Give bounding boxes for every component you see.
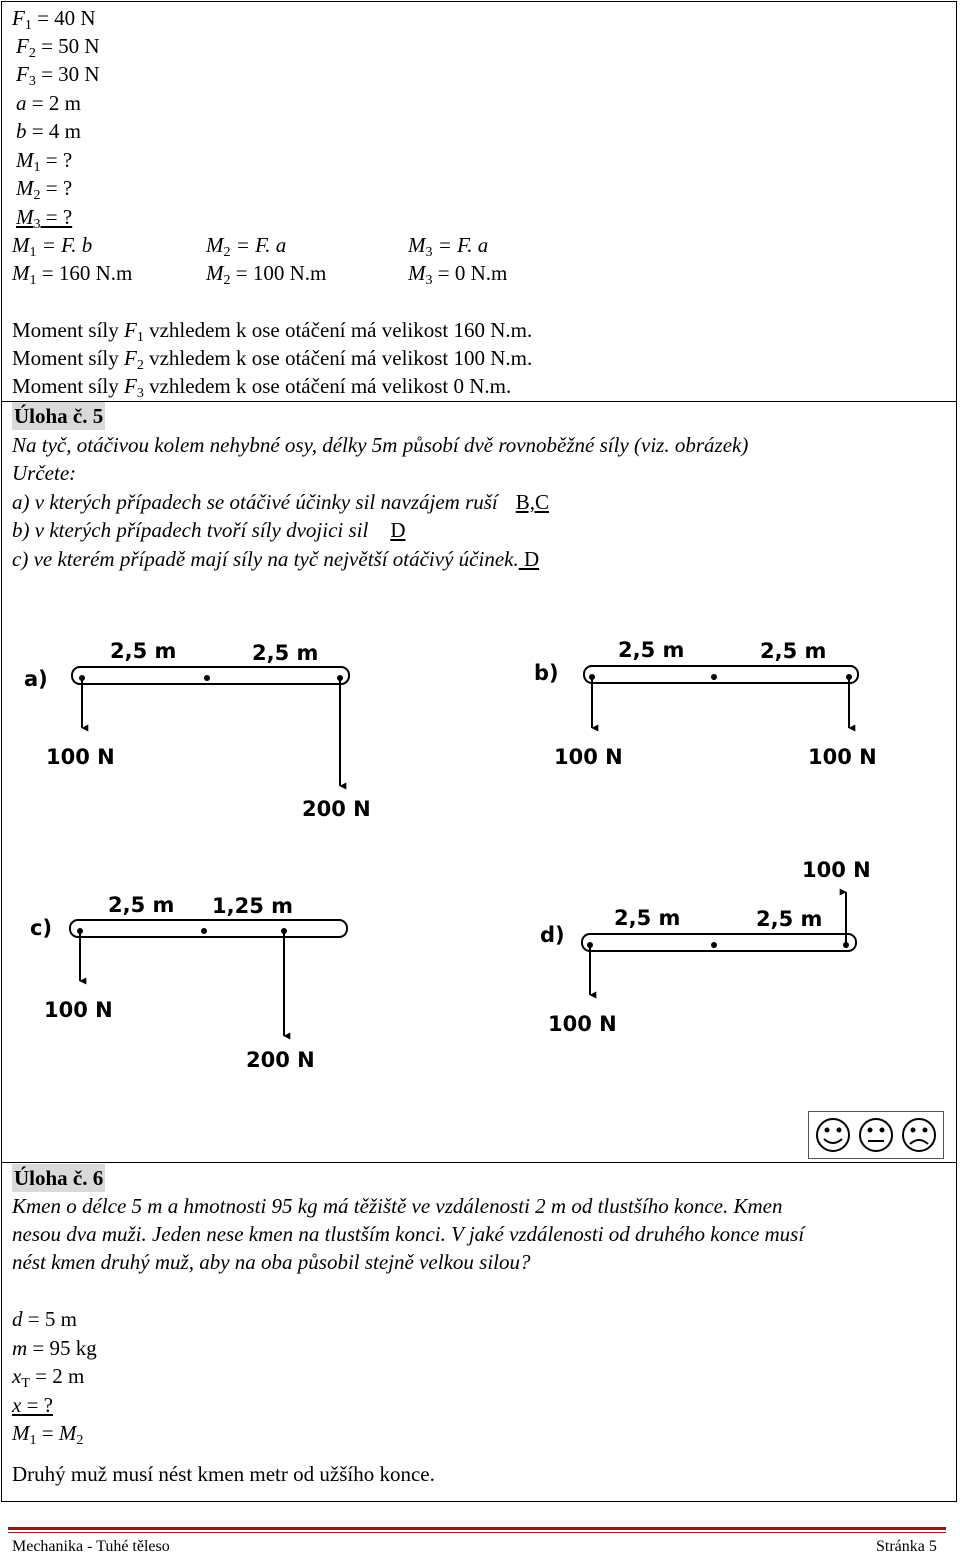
task6-answer: Druhý muž musí nést kmen metr od užšího konce.	[12, 1462, 435, 1486]
sad-face-icon[interactable]	[903, 1119, 935, 1151]
diagram-a-force1: 100 N	[46, 745, 115, 769]
task5-answer-c: D	[518, 547, 540, 571]
diagram-c-dist1: 2,5 m	[108, 893, 175, 917]
happy-face-icon[interactable]	[817, 1119, 849, 1151]
task5-answer-b: D	[390, 518, 406, 542]
task5-question-a: a) v kterých případech se otáčivé účinky sil navzájem ruší B,C	[12, 490, 550, 514]
footer-rule-thick	[8, 1527, 946, 1530]
diagram-b-force1: 100 N	[554, 745, 623, 769]
diagram-d-force1: 100 N	[548, 1012, 617, 1036]
task6-text-2: nesou dva muži. Jeden nese kmen na tlustším konci. V jaké vzdálenosti od druhého konce musí	[12, 1222, 805, 1246]
diagram-a	[24, 639, 371, 821]
task6-text-1: Kmen o délce 5 m a hmotnosti 95 kg má těžiště ve vzdálenosti 2 m od tlustšího konce. Kmen	[12, 1194, 783, 1218]
footer-rule-thin	[8, 1532, 946, 1533]
given-m: m = 95 kg	[12, 1336, 97, 1360]
given-F1: F1 = 40 N	[12, 6, 96, 33]
given-x: x = ?	[12, 1393, 53, 1417]
rating-faces	[808, 1111, 944, 1159]
task5-question-c: c) ve kterém případě mají síly na tyč největší otáčivý účinek. D	[12, 547, 540, 571]
diagram-a-force2: 200 N	[302, 797, 371, 821]
result-m2: M2 = 100 N.m	[206, 261, 327, 288]
diagram-c-force1: 100 N	[44, 998, 113, 1022]
given-d: d = 5 m	[12, 1307, 77, 1331]
diagram-c	[30, 893, 347, 1072]
given-M3: M3 = ?	[16, 205, 73, 232]
lever-diagrams	[0, 590, 960, 1110]
diagram-b-label: b)	[534, 661, 559, 685]
moment-line-3: Moment síly F3 vzhledem k ose otáčení má velikost 0 N.m.	[12, 374, 512, 401]
footer-page-number: Stránka 5	[876, 1538, 937, 1555]
task6-text-3: nést kmen druhý muž, aby na oba působil stejně velkou silou?	[12, 1250, 531, 1274]
formula-m1: M1 = F. b	[12, 233, 93, 260]
diagram-c-force2: 200 N	[246, 1048, 315, 1072]
footer-title: Mechanika - Tuhé těleso	[12, 1538, 170, 1555]
diagram-b-dist2: 2,5 m	[760, 639, 827, 663]
given-a: a = 2 m	[16, 91, 81, 115]
result-m1: M1 = 160 N.m	[12, 261, 133, 288]
neutral-face-icon[interactable]	[860, 1119, 892, 1151]
diagram-d	[540, 858, 871, 1036]
task5-question-b: b) v kterých případech tvoří síly dvojici sil D	[12, 518, 406, 542]
given-b: b = 4 m	[16, 119, 81, 143]
diagram-c-dist2: 1,25 m	[212, 894, 294, 918]
task5-ask: Určete:	[12, 461, 77, 485]
diagram-d-dist2: 2,5 m	[756, 907, 823, 931]
given-F2: F2 = 50 N	[16, 34, 100, 61]
equation-m1-m2: M1 = M2	[12, 1421, 84, 1448]
given-M1: M1 = ?	[16, 148, 73, 175]
diagram-b-dist1: 2,5 m	[618, 638, 685, 662]
diagram-b-force2: 100 N	[808, 745, 877, 769]
task5-heading: Úloha č. 5	[14, 404, 104, 428]
task5-intro: Na tyč, otáčivou kolem nehybné osy, délky 5m působí dvě rovnoběžné síly (viz. obrázek)	[12, 433, 749, 457]
moment-line-2: Moment síly F2 vzhledem k ose otáčení má velikost 100 N.m.	[12, 346, 533, 373]
diagram-c-label: c)	[30, 916, 53, 940]
diagram-d-force2: 100 N	[802, 858, 871, 882]
given-M2: M2 = ?	[16, 176, 73, 203]
diagram-a-dist1: 2,5 m	[110, 639, 177, 663]
task5-answer-a: B,C	[515, 490, 550, 514]
formula-m3: M3 = F. a	[408, 233, 489, 260]
given-xT: xT = 2 m	[12, 1364, 85, 1391]
moment-line-1: Moment síly F1 vzhledem k ose otáčení má velikost 160 N.m.	[12, 318, 533, 345]
diagram-a-dist2: 2,5 m	[252, 641, 319, 665]
diagram-a-label: a)	[24, 667, 48, 691]
diagram-b	[534, 638, 877, 769]
diagram-d-label: d)	[540, 923, 565, 947]
result-m3: M3 = 0 N.m	[408, 261, 508, 288]
diagram-d-dist1: 2,5 m	[614, 906, 681, 930]
given-F3: F3 = 30 N	[16, 62, 100, 89]
task6-heading: Úloha č. 6	[14, 1166, 104, 1190]
formula-m2: M2 = F. a	[206, 233, 287, 260]
